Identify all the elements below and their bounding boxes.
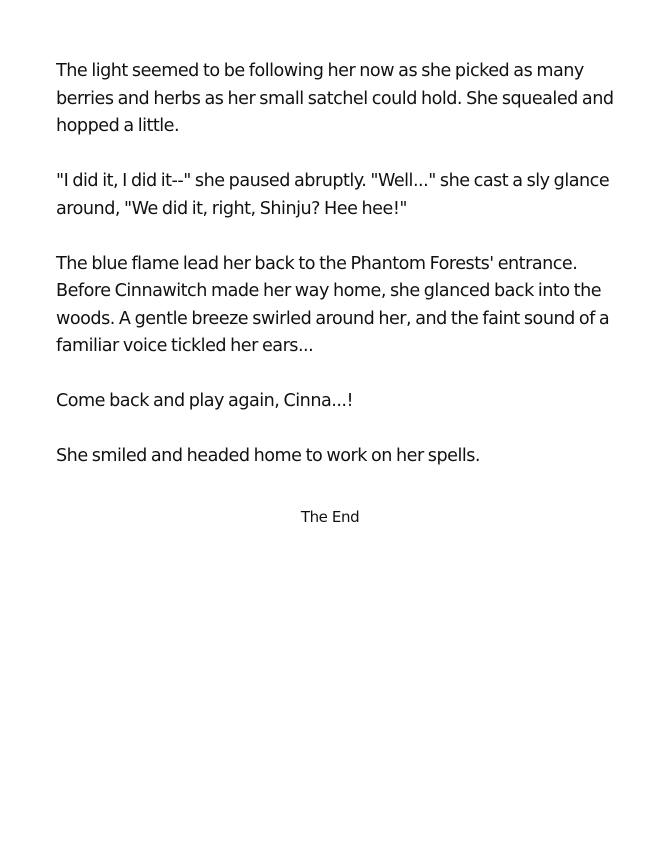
paragraph-headed-home: She smiled and headed home to work on her spells. [56, 446, 480, 466]
paragraph-blue-flame: The blue flame lead her back to the Phantom Forests' entrance. Before Cinnawitch made her way home, she glanced back into the woods. A gentle breeze swirled around her, and the faint sound of a familiar voice tickled her ears... [56, 253, 610, 356]
paragraph-berries: The light seemed to be following her now as she picked as many berries and herbs as her small satchel could hold. She squealed and hopped a little. [56, 61, 614, 136]
paragraph-did-it: "I did it, I did it--" she paused abruptly. "Well..." she cast a sly glance around, "We did it, right, Shinju? Hee hee!" [56, 171, 610, 219]
story-body [56, 58, 616, 498]
the-end-label: The End [300, 508, 360, 526]
paragraph-come-back: Come back and play again, Cinna...! [56, 391, 354, 411]
